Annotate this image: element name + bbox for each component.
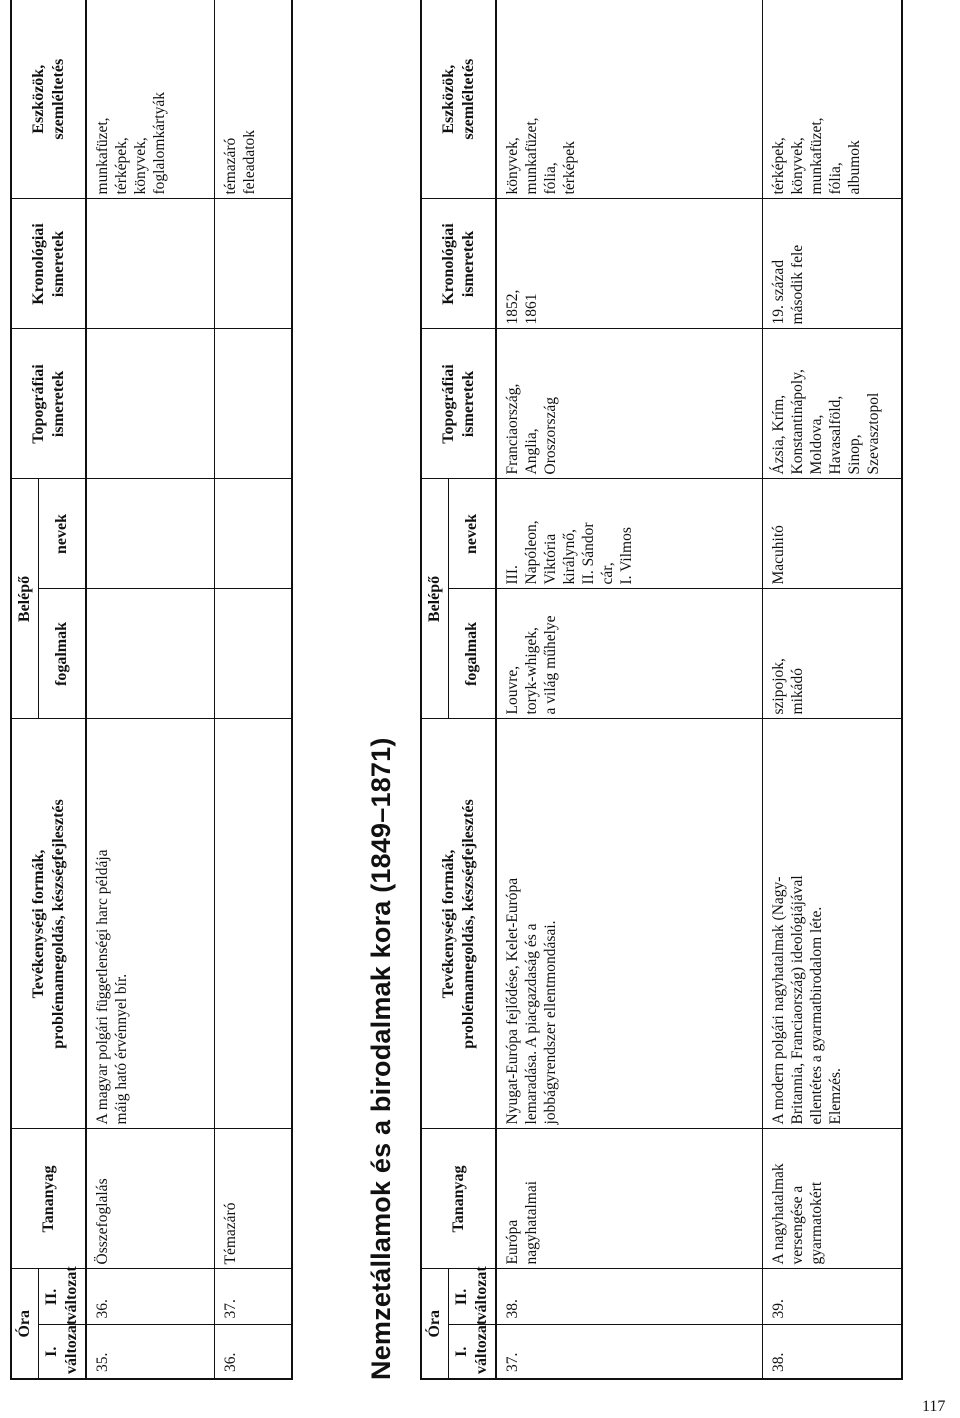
cell-fogalmak: szipojok, mikádó: [762, 589, 902, 719]
cell-tevekenyseg: A modern polgári nagyhatalmak (Nagy- Britannia, Franciaország) ideológiájával ellentétes a gyarmatbirodalom léte. Elemzés.: [762, 719, 902, 1129]
header-tananyag: Tananyag: [11, 1129, 86, 1269]
header-ora: Óra: [421, 1269, 449, 1379]
cell-nevek: Macuhitó: [762, 479, 902, 589]
header-v2: II. változat: [449, 1269, 497, 1325]
table-2-body: [496, 0, 902, 1379]
table-row: [86, 0, 214, 1379]
cell-tananyag: A nagyhatalmak versengése a gyarmatokért: [762, 1129, 902, 1269]
cell-eszkozok: térképek, könyvek, munkafüzet, fólia, albumok: [762, 0, 902, 199]
cell-fogalmak: [86, 589, 214, 719]
cell-variant-2: 38.: [496, 1269, 762, 1325]
cell-nevek: III. Napóleon, Viktória királynő, II. Sándor cár, I. Vilmos: [496, 479, 762, 589]
table-row: [496, 0, 762, 1379]
header-topografiai: Topográfiai ismeretek: [11, 329, 86, 479]
header-nevek: nevek: [39, 479, 87, 589]
header-fogalmak: fogalmak: [39, 589, 87, 719]
table-2-header: [421, 0, 496, 1379]
header-tananyag: Tananyag: [421, 1129, 496, 1269]
header-kronologiai: Kronológiai ismeretek: [421, 199, 496, 329]
cell-kronologiai: 19. század második fele: [762, 199, 902, 329]
cell-variant-1: 37.: [496, 1325, 762, 1379]
cell-nevek: [214, 479, 292, 589]
cell-tevekenyseg: A magyar polgári függetlenségi harc példája máig ható érvénnyel bír.: [86, 719, 214, 1129]
header-ora: Óra: [11, 1269, 39, 1379]
cell-eszkozok: könyvek, munkafüzet, fólia, térképek: [496, 0, 762, 199]
table-row: [214, 0, 292, 1379]
header-kronologiai: Kronológiai ismeretek: [11, 199, 86, 329]
cell-kronologiai: [86, 199, 214, 329]
table-1-body: [86, 0, 292, 1379]
rotated-page: [10, 0, 950, 1380]
cell-eszkozok: munkafüzet, térképek, könyvek, foglalomkártyák: [86, 0, 214, 199]
cell-tananyag: Európa nagyhatalmai: [496, 1129, 762, 1269]
cell-nevek: [86, 479, 214, 589]
cell-topografiai: Ázsia, Krím, Konstantinápoly, Moldova, Havasalföld, Sinop, Szevasztopol: [762, 329, 902, 479]
cell-topografiai: Franciaország, Anglia, Oroszország: [496, 329, 762, 479]
section-title: Nemzetállamok és a birodalmak kora (1849–1871): [366, 737, 396, 1380]
cell-kronologiai: 1852, 1861: [496, 199, 762, 329]
header-tevekenyseg: Tevékenységi formák, problémamegoldás, készségfejlesztés: [421, 719, 496, 1129]
syllabus-table-1: [10, 0, 293, 1380]
syllabus-table-2: [420, 0, 903, 1380]
cell-variant-1: 38.: [762, 1325, 902, 1379]
cell-tevekenyseg: [214, 719, 292, 1129]
cell-variant-2: 39.: [762, 1269, 902, 1325]
header-v2: II. változat: [39, 1269, 87, 1325]
cell-tevekenyseg: Nyugat-Európa fejlődése, Kelet-Európa lemaradása. A piacgazdaság és a jobbágyrendszer ellentmondásai.: [496, 719, 762, 1129]
table-1-header: [11, 0, 86, 1379]
cell-fogalmak: Louvre, toryk-whigek, a világ műhelye: [496, 589, 762, 719]
cell-kronologiai: [214, 199, 292, 329]
cell-topografiai: [214, 329, 292, 479]
cell-variant-2: 37.: [214, 1269, 292, 1325]
header-belepo: Belépő: [11, 479, 39, 719]
header-eszkozok: Eszközök, szemléltetés: [11, 0, 86, 199]
header-v1: I. változat: [449, 1325, 497, 1379]
header-nevek: nevek: [449, 479, 497, 589]
page-number: 117: [922, 1398, 946, 1415]
header-fogalmak: fogalmak: [449, 589, 497, 719]
cell-topografiai: [86, 329, 214, 479]
header-v1: I. változat: [39, 1325, 87, 1379]
table-row: [762, 0, 902, 1379]
cell-variant-2: 36.: [86, 1269, 214, 1325]
header-topografiai: Topográfiai ismeretek: [421, 329, 496, 479]
header-tevekenyseg: Tevékenységi formák, problémamegoldás, készségfejlesztés: [11, 719, 86, 1129]
cell-variant-1: 36.: [214, 1325, 292, 1379]
header-belepo: Belépő: [421, 479, 449, 719]
header-eszkozok: Eszközök, szemléltetés: [421, 0, 496, 199]
cell-tananyag: Témazáró: [214, 1129, 292, 1269]
cell-tananyag: Összefoglalás: [86, 1129, 214, 1269]
cell-fogalmak: [214, 589, 292, 719]
cell-variant-1: 35.: [86, 1325, 214, 1379]
cell-eszkozok: témazáró feleadatok: [214, 0, 292, 199]
